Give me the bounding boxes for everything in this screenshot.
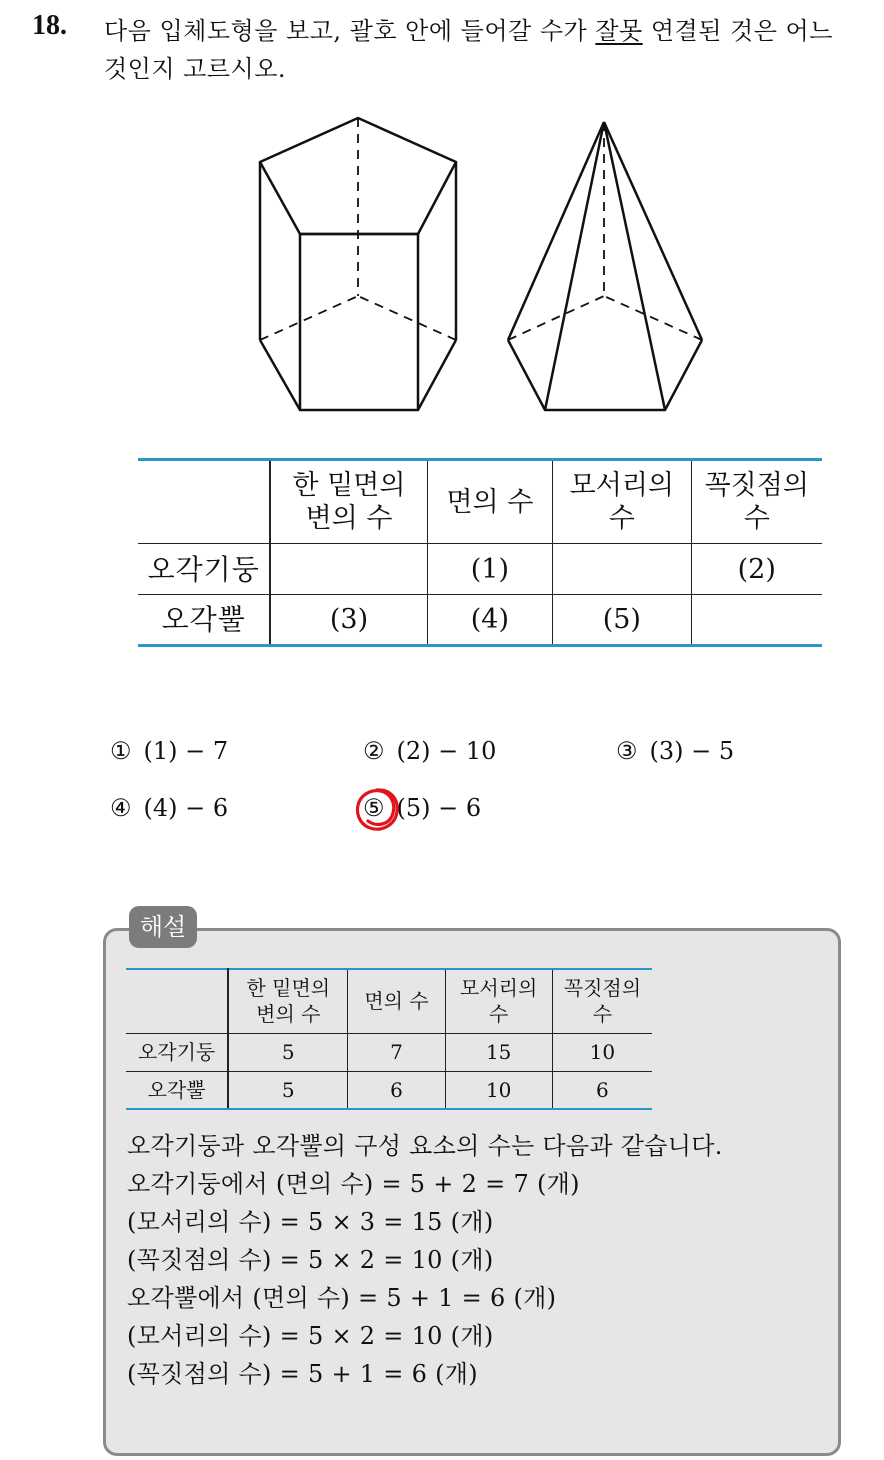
table-cell: (3) [270,595,427,646]
question-emphasis: 잘못 [595,17,643,45]
row-label-pyramid: 오각뿔 [138,595,270,646]
choice-3-text: (3) − 5 [649,737,735,765]
choice-5-marker: ⑤ [363,794,385,822]
header-edges: 모서리의 수 [553,460,691,544]
pentagonal-prism-figure [260,118,456,410]
table-cell: 10 [552,1033,652,1071]
table-cell: 5 [228,1071,348,1109]
solution-line-1: 오각기둥과 오각뿔의 구성 요소의 수는 다음과 같습니다. [127,1132,723,1160]
solution-line-2: 오각기둥에서 (면의 수) = 5 + 2 = 7 (개) [127,1170,580,1198]
solution-table [126,968,652,1110]
question-number: 18. [32,10,67,41]
solution-row-label-prism: 오각기둥 [126,1033,228,1071]
choice-5-text: (5) − 6 [396,794,482,822]
choice-2-text: (2) − 10 [396,737,497,765]
choice-3[interactable] [616,737,734,765]
table-cell: 7 [348,1033,445,1071]
table-cell: 5 [228,1033,348,1071]
table-row [138,595,822,646]
solution-line-5: 오각뿔에서 (면의 수) = 5 + 1 = 6 (개) [127,1284,557,1312]
choice-1[interactable] [110,737,228,765]
solution-line-7: (꼭짓점의 수) = 5 + 1 = 6 (개) [127,1360,478,1388]
table-row [138,544,822,595]
table-cell [270,544,427,595]
choice-4[interactable] [110,794,228,822]
table-cell: (4) [427,595,552,646]
table-cell [553,544,691,595]
question-text-part-2: 연결된 것은 어느 것인지 고르시오. [104,17,833,83]
pentagonal-pyramid-figure [508,122,702,410]
answer-circle-mark [350,782,404,836]
solution-table-corner [126,969,228,1033]
header-vertices: 꼭짓점의 수 [691,460,822,544]
table-cell: 6 [552,1071,652,1109]
choice-3-marker: ③ [616,737,638,765]
choice-4-text: (4) − 6 [143,794,229,822]
solution-line-3: (모서리의 수) = 5 × 3 = 15 (개) [127,1208,494,1236]
table-corner-cell [138,460,270,544]
header-faces: 면의 수 [427,460,552,544]
solution-header-faces: 면의 수 [348,969,445,1033]
choice-2-marker: ② [363,737,385,765]
solution-line-6: (모서리의 수) = 5 × 2 = 10 (개) [127,1322,494,1350]
table-cell: 15 [445,1033,552,1071]
solution-row-label-pyramid: 오각뿔 [126,1071,228,1109]
question-text [104,12,864,88]
choice-1-marker: ① [110,737,132,765]
solution-header-base-edges: 한 밑면의 변의 수 [228,969,348,1033]
row-label-prism: 오각기둥 [138,544,270,595]
question-text-part-1: 다음 입체도형을 보고, 괄호 안에 들어갈 수가 [104,17,596,45]
solution-line-4: (꼭짓점의 수) = 5 × 2 = 10 (개) [127,1246,494,1274]
solution-header-vertices: 꼭짓점의 수 [552,969,652,1033]
table-cell: (5) [553,595,691,646]
header-base-edges: 한 밑면의 변의 수 [270,460,427,544]
solution-label: 해설 [129,906,197,948]
table-cell: (2) [691,544,822,595]
solution-header-edges: 모서리의 수 [445,969,552,1033]
choice-2[interactable] [363,737,496,765]
table-row [126,1033,652,1071]
table-cell [691,595,822,646]
choice-1-text: (1) − 7 [143,737,229,765]
question-table [138,458,822,647]
table-cell: (1) [427,544,552,595]
choice-4-marker: ④ [110,794,132,822]
solid-figures [240,110,740,420]
table-cell: 6 [348,1071,445,1109]
table-cell: 10 [445,1071,552,1109]
table-row [126,1071,652,1109]
